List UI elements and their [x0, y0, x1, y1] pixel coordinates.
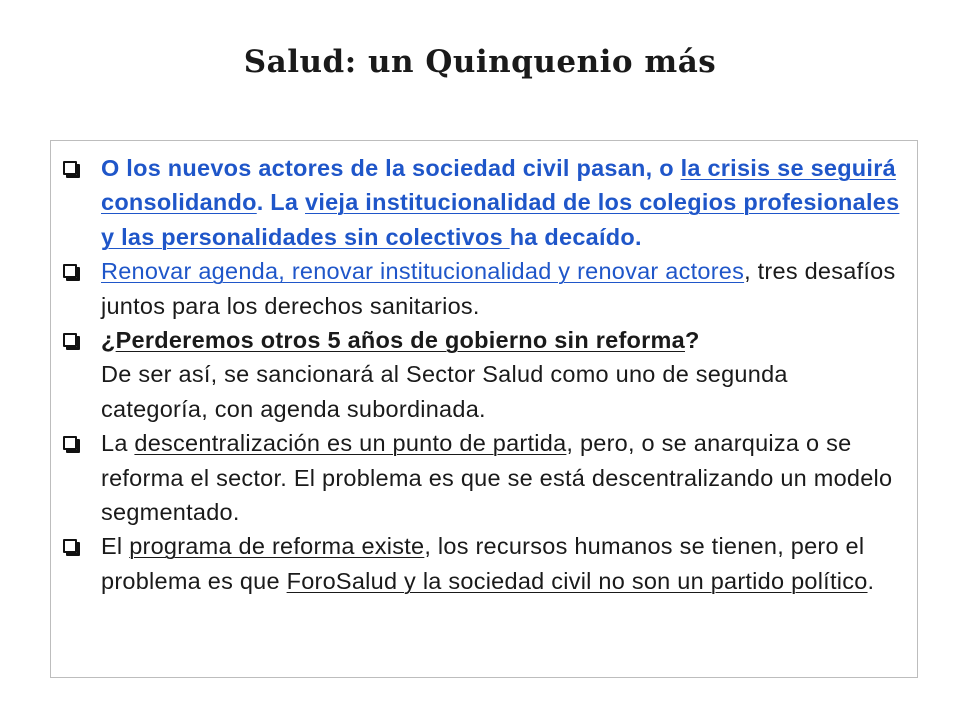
- content-box: [50, 140, 918, 678]
- bullet-list: [63, 151, 901, 598]
- bullet-3-close-question-mark: ?: [684, 327, 700, 354]
- bullet-item-1: [63, 151, 901, 254]
- bullet-5-text-a: El: [101, 533, 130, 560]
- bullet-1-link-institucionalidad: vieja institucionalidad de los colegios profesionales y las personalidades sin colectivos: [101, 189, 900, 250]
- bullet-2-link-renovar: Renovar agenda, renovar institucionalidad y renovar actores: [101, 258, 745, 285]
- bullet-item-5: [63, 529, 901, 598]
- bullet-5-text-b: , los recursos humanos se tienen, pero el problema es que: [101, 533, 865, 594]
- bullet-5-text-c: .: [867, 567, 875, 594]
- bullet-1-text-a: O los nuevos actores de la sociedad civil pasan, o: [101, 155, 681, 181]
- checkbox-bullet-icon: [63, 333, 77, 347]
- bullet-5-underlined-forosalud: ForoSalud y la sociedad civil no son un partido político: [286, 567, 868, 594]
- bullet-4-text-a: La: [101, 430, 135, 457]
- bullet-4-text-b: , pero, o se anarquiza o se reforma el sector. El problema es que se está descentralizando un modelo segmentado.: [101, 430, 893, 526]
- bullet-3-open-question-mark: ¿: [101, 327, 116, 354]
- bullet-item-2: [63, 254, 901, 323]
- bullet-1-text-c: ha decaído.: [509, 223, 642, 250]
- checkbox-bullet-icon: [63, 161, 77, 175]
- bullet-3-question: Perderemos otros 5 años de gobierno sin reforma: [115, 327, 685, 354]
- bullet-item-4: [63, 426, 901, 529]
- bullet-2-text: , tres desafíos juntos para los derechos sanitarios.: [101, 258, 896, 319]
- bullet-item-3: [63, 323, 901, 426]
- bullet-1-link-crisis: la crisis se seguirá consolidando: [101, 155, 896, 216]
- bullet-3-text: De ser así, se sancionará al Sector Salud como uno de segunda categoría, con agenda subordinada.: [101, 361, 788, 422]
- bullet-4-underlined: descentralización es un punto de partida: [134, 430, 567, 457]
- slide-title: Salud: un Quinquenio más: [243, 44, 717, 80]
- bullet-5-underlined-programa: programa de reforma existe: [129, 533, 425, 560]
- checkbox-bullet-icon: [63, 539, 77, 553]
- checkbox-bullet-icon: [63, 436, 77, 450]
- checkbox-bullet-icon: [63, 264, 77, 278]
- bullet-1-text-b: . La: [256, 189, 306, 216]
